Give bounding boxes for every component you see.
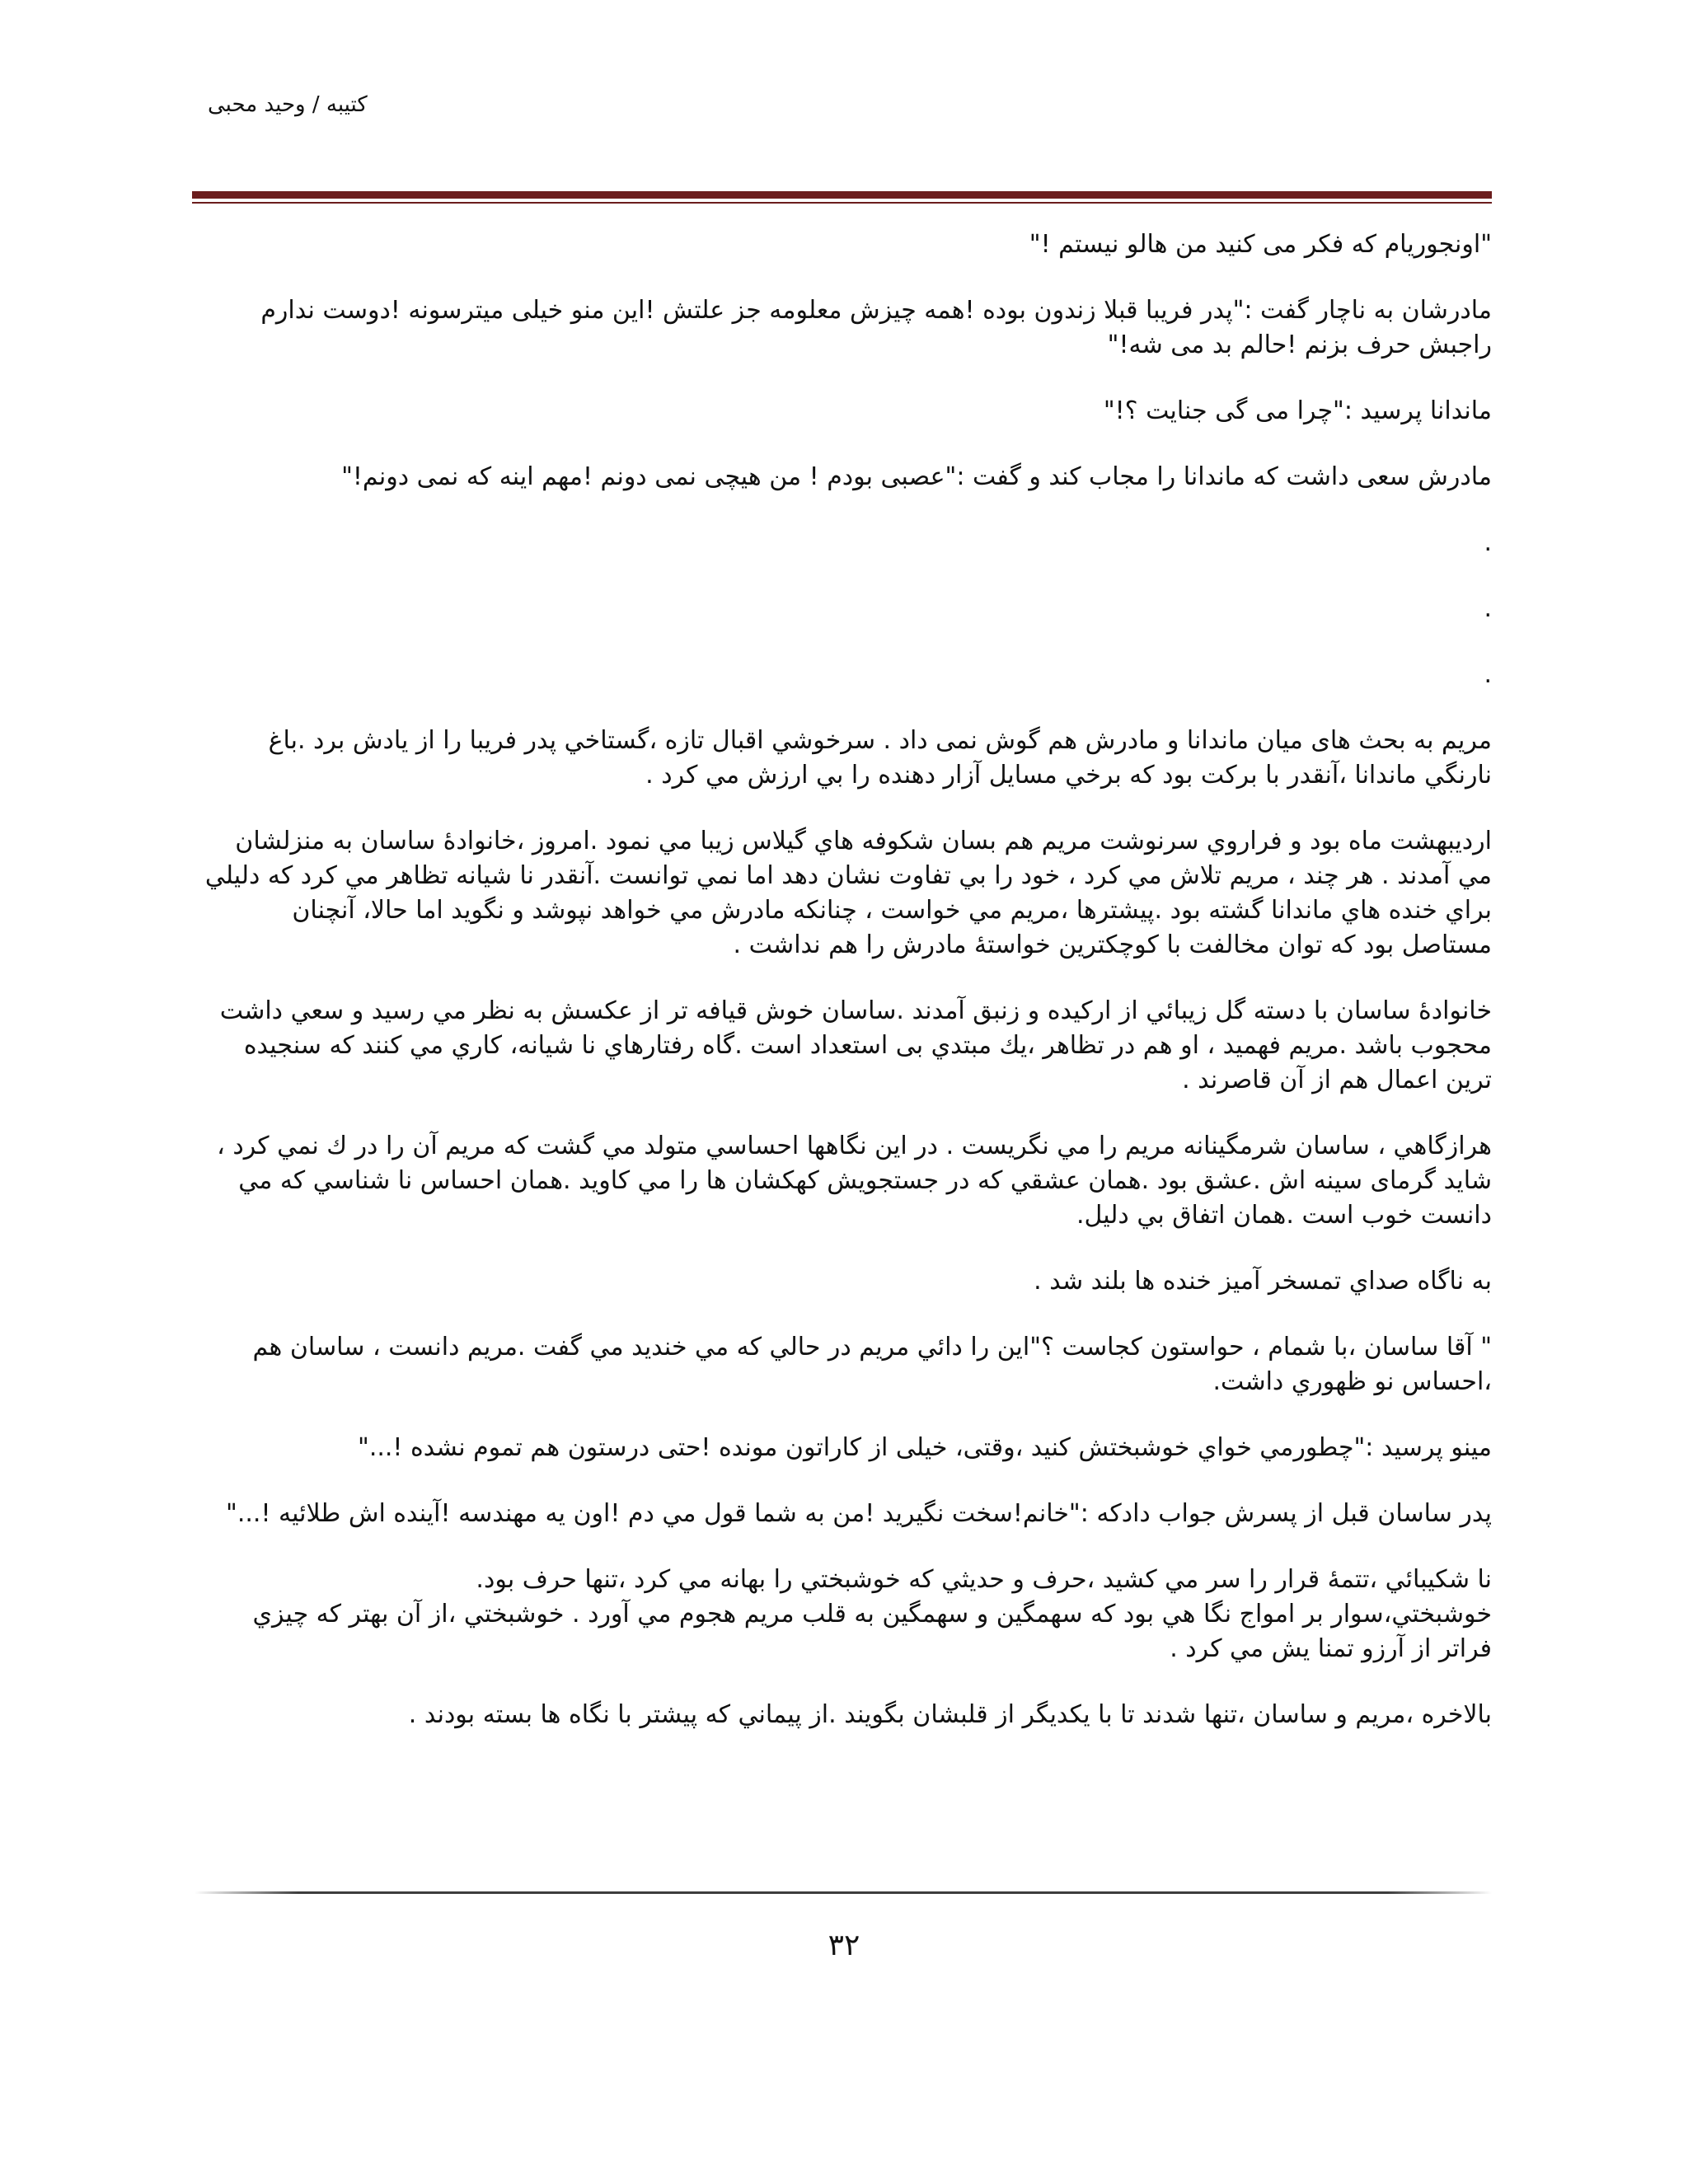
paragraph: پدر ساسان قبل از پسرش جواب دادکه :"خانم!سخت نگیرید !من به شما قول مي دم !اون يه مهندسه !آینده اش طلائیه !..." xyxy=(226,1499,1492,1528)
paragraph: خانوادۀ ساسان با دسته گل زیبائي از ارکیده و زنبق آمدند .ساسان خوش قیافه تر از عکسش به نظر مي رسید و سعي داشت محجوب باشد .مریم فهمید ، او هم در تظاهر ،يك مبتدي بی استعداد است .گاه رفتارهاي نا شیانه، کاري مي کنند که سنجیده ترین اعمال هم از آن قاصرند . xyxy=(219,996,1492,1094)
paragraph: "اونجوریام که فکر می کنید من هالو نیستم !" xyxy=(1029,230,1492,259)
paragraph: مریم به بحث های میان ماندانا و مادرش هم گوش نمی داد . سرخوشي اقبال تازه ،گستاخي پدر فریبا را از یادش برد .باغ نارنگي ماندانا ،آنقدر با برکت بود که برخي مسایل آزار دهنده را بي ارزش مي کرد . xyxy=(268,726,1492,790)
ellipsis-dot: . xyxy=(1484,594,1492,623)
header-divider-thick xyxy=(192,191,1492,199)
ellipsis-dot: . xyxy=(1484,528,1492,557)
paragraph: بالاخره ،مریم و ساسان ،تنها شدند تا با یکدیگر از قلبشان بگویند .از پیماني که پیشتر با نگاه ها بسته بودند . xyxy=(408,1700,1492,1729)
paragraph: مادرشان به ناچار گفت :"پدر فریبا قبلا زندون بوده !همه چیزش معلومه جز علتش !این منو خیلی میترسونه !دوست ندارم راجبش حرف بزنم !حالم بد می شه!" xyxy=(260,296,1492,359)
page-number: ۳۲ xyxy=(828,1929,860,1962)
ellipsis-dot: . xyxy=(1484,660,1492,689)
header-divider xyxy=(192,191,1492,204)
paragraph: به ناگاه صداي تمسخر آمیز خنده ها بلند شد . xyxy=(1034,1267,1492,1296)
paragraph: خوشبختي،سوار بر امواج نگا هي بود که سهمگین و سهمگین به قلب مریم هجوم مي آورد . خوشبختي ،از آن بهتر که چیزي فراتر از آرزو تمنا یش مي کرد . xyxy=(252,1600,1492,1663)
paragraph: ماندانا پرسید :"چرا می گی جنایت ؟!" xyxy=(1103,396,1492,425)
running-header: کتیبه / وحید محبی xyxy=(208,92,368,117)
paragraph: " آقا ساسان ،با شمام ، حواستون کجاست ؟"این را دائي مریم در حالي که مي خندید مي گفت .مریم دانست ، ساسان هم ،احساس نو ظهوري داشت. xyxy=(252,1333,1492,1396)
paragraph: مینو پرسید :"چطورمي خواي خوشبختش کنید ،وقتی، خیلی از کاراتون مونده !حتی درستون هم تموم نشده !..." xyxy=(358,1433,1492,1462)
paragraph: هرازگاهي ، ساسان شرمگینانه مریم را مي نگریست . در این نگاهها احساسي متولد مي گشت که مریم آن را در ك نمي کرد ، شاید گرمای سینه اش .عشق بود .همان عشقي که در جستجویش کهکشان ها را مي کاوید .همان احساس نا شناسي که مي دانست خوب است .همان اتفاق بي دلیل. xyxy=(217,1132,1492,1230)
header-divider-thin xyxy=(192,202,1492,204)
paragraph: اردیبهشت ماه بود و فراروي سرنوشت مریم هم بسان شکوفه هاي گیلاس زیبا مي نمود .امروز ،خانوادۀ ساسان به منزلشان مي آمدند . هر چند ، مریم تلاش مي کرد ، خود را بي تفاوت نشان دهد اما نمي توانست .آنقدر نا شیانه تظاهر مي کرد که دلیلي براي خنده هاي ماندانا گشته بود .پیشترها ،مریم مي خواست ، چنانکه مادرش مي خواهد نپوشد و نگوید اما حالا، آنچنان مستاصل بود که توان مخالفت با کوچکترین خواستۀ مادرش را هم نداشت . xyxy=(204,827,1492,959)
paragraph: نا شکیبائي ،تتمۀ قرار را سر مي کشید ،حرف و حدیثي که خوشبختي را بهانه مي کرد ،تنها حرف بود. xyxy=(476,1565,1492,1594)
paragraph: مادرش سعی داشت که ماندانا را مجاب کند و گفت :"عصبی بودم ! من هیچی نمی دونم !مهم اینه که نمی دونم!" xyxy=(341,462,1492,491)
footer-divider xyxy=(195,1891,1492,1894)
page-body xyxy=(195,227,1492,1764)
